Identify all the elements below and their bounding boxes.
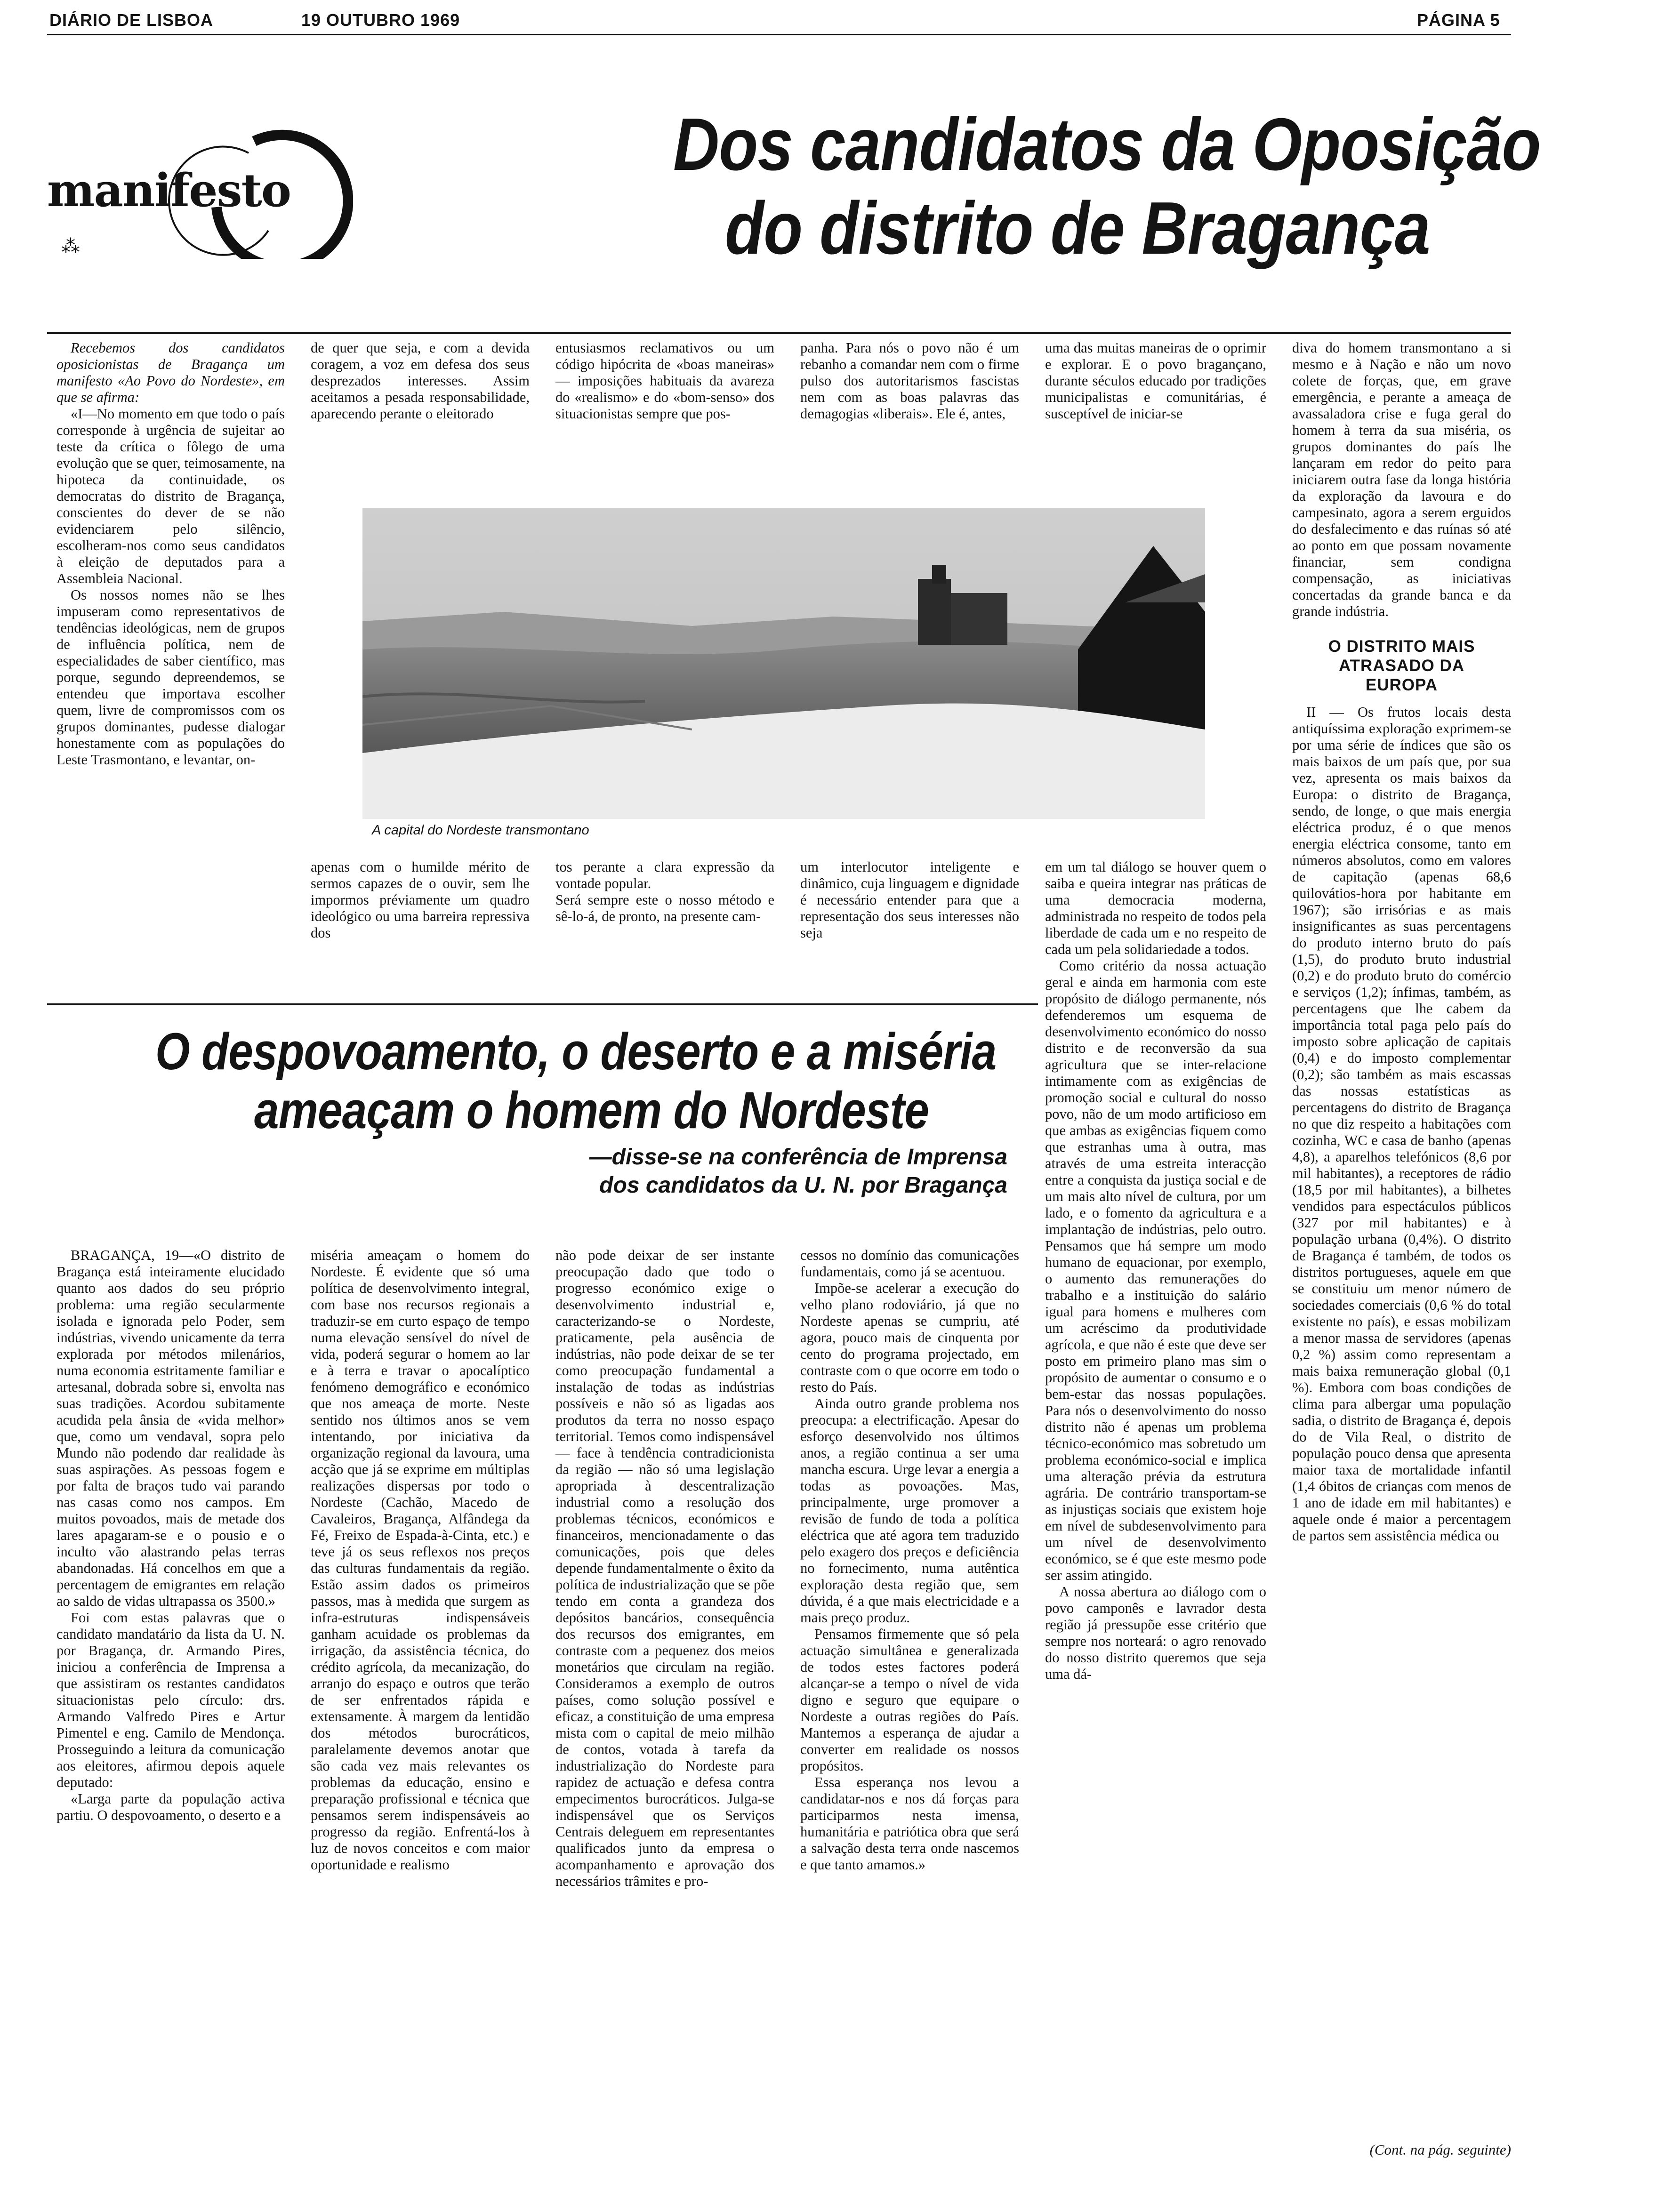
article1-column-2-bottom: apenas com o humilde mérito de sermos capazes de o ouvir, sem lhe impormos préviamente um quadro ideológico ou uma barreira repressiva dos: [311, 859, 530, 941]
article-divider-rule: [47, 1003, 1038, 1005]
article1-column-3-bottom: tos perante a clara expressão da vontade popular. Será sempre este o nosso método e sê-lo-á, de pronto, na presente cam-: [555, 859, 774, 924]
decorative-mark-icon: ⁂: [61, 236, 80, 257]
article1-column-4-top: panha. Para nós o povo não é um rebanho a comandar nem com o firme pulso dos autoritarismos fascistas nem com as boas palavras das demagogias «liberais». Ele é, antes,: [800, 340, 1019, 422]
article2-deck-line2: dos candidatos da U. N. por Bragança: [599, 1173, 1007, 1198]
article1-column-2-top: de quer que seja, e com a devida coragem, a voz em defesa dos seus desprezados interesses. Assim aceitamos a pesada responsabilidade, aparecendo perante o eleitorado: [311, 340, 530, 422]
article1-top-rule: [47, 332, 1511, 334]
article1-headline-line2: do distrito de Bragança: [725, 187, 1430, 270]
photo-landscape-image: [362, 508, 1205, 819]
photo-braganca: [362, 508, 1205, 819]
article2-lead-paragraph: BRAGANÇA, 19—«O distrito de Bragança está inteiramente elucidado quanto aos dados do seu próprio problema: uma região secularmente isolada e ignorada pelo Poder, sem indústrias, vivendo unicamente da terra explorada por métodos milenários, numa economia estritamente familiar e artesanal, dobrada sobre si, envolta nas suas tradições. Acordou subitamente acudida pela ânsia de «vida melhor» que, como um vendaval, sopra pelo Mundo não podendo dar realidade às suas aspirações. As pessoas fogem e por falta de braços tudo vai parando nas casas como nos campos. Em muitos povoados, mais de metade dos lares apagaram-se e o pousio e o inculto vão alastrando pelas terras abandonadas. Há concelhos em que a percentagem de emigrantes em relação ao saldo de vidas ultrapassa os 3500.»: [56, 1247, 285, 1609]
manifesto-wordmark: manifesto: [47, 164, 290, 217]
article1-headline-line1: Dos candidatos da Oposição: [673, 103, 1541, 186]
article1-subhead: O DISTRITO MAIS ATRASADO DA EUROPA: [1328, 637, 1475, 694]
article1-column-3-top: entusiasmos reclamativos ou um código hipócrita de «boas maneiras» — imposições habituais da avareza do «realismo» e do «bom-senso» dos situacionistas sempre que pos-: [555, 340, 774, 422]
article2-deck-line1: —disse-se na conferência de Imprensa: [589, 1145, 1007, 1170]
article1-column-6: diva do homem transmontano a si mesmo e à Nação e não um novo colete de forças, que, em grave emergência, e perante a ameaça de avassaladora crise e fuga geral do homem à terra da sua miséria, os grupos dominantes do país lhe lançaram em redor do peito para iniciarem outra fase da longa história da exploração da lavoura e do campesinato, agora a serem erguidos do desfalecimento e das ruínas só até ao ponto em que possam novamente financiar, sem condigna compensação, as iniciativas concertadas da grande banca e da grande indústria. O DISTRITO MAIS ATRASADO DA EUROPA II — Os frutos locais desta antiquíssima exploração exprimem-se por uma série de índices que são os mais baixos de um país que, por sua vez, apresenta os mais baixos da Europa: o distrito de Bragança, sendo, de longe, o que mais energia eléctrica produz, é o que menos energia eléctrica consome, tanto em números absolutos, como em valores de capitação (apenas 68,6 quilovátios-hora por habitante em 1967); são irrisórias e as mais insignificantes as suas percentagens do produto interno bruto do país (1,5), do produto bruto industrial (0,2) e do produto bruto do comércio e serviços (1,2); ínfimas, também, as percentagens que lhe cabem da importância total paga pelo país do imposto sobre aplicação de capitais (0,4) e do imposto complementar (0,2); são também as mais escassas das nossas estatísticas as percentagens do distrito de Bragança no que diz respeito a habitações com cozinha, WC e casa de banho (apenas 4,8), a aparelhos telefónicos (8,6 por mil habitantes), a receptores de rádio (18,5 por mil habitantes), a bilhetes vendidos para espectáculos públicos (327 por mil habitantes) e à população urbana (0,4%). O distrito de Bragança é também, de todos os distritos portugueses, aquele em que se constituiu um menor número de sociedades comerciais (0,6 % do total existente no país), e essas mobilizam a menor massa de servidores (apenas 0,2 %) assim como representam a mais baixa remuneração global (0,1 %). Embora com boas condições de clima para albergar uma população sadia, o distrito de Bragança é, depois do de Vila Real, o distrito de população pouco densa que apresenta maior taxa de mortalidade infantil (1,4 óbitos de crianças com menos de 1 ano de idade em mil habitantes) e aquele onde é maior a percentagem de partos sem assistência médica ou: [1292, 340, 1511, 1544]
article1-intro: Recebemos dos candidatos oposicionistas de Bragança um manifesto «Ao Povo do Nordeste», em que se afirma:: [56, 340, 285, 405]
article2-column-2: miséria ameaçam o homem do Nordeste. É evidente que só uma política de desenvolvimento integral, com base nos recursos regionais a traduzir-se em curto espaço de tempo numa elevação sensível do nível de vida, poderá segurar o homem ao lar e à terra e travar o apocalíptico fenómeno demográfico e económico que nos ameaça de morte. Neste sentido nos últimos anos se vem intentando, por iniciativa da organização regional da lavoura, uma acção que já se exprime em múltiplas realizações dispersas por todo o Nordeste (Cachão, Macedo de Cavaleiros, Bragança, Alfândega da Fé, Freixo de Espada-à-Cinta, etc.) e teve já os seus reflexos nos preços das culturas fundamentais da região. Estão assim dados os primeiros passos, mas à medida que surgem as infra-estruturas indispensáveis ganham acuidade os problemas da irrigação, da assistência técnica, do crédito agrícola, da mecanização, do arranjo do espaço e outros que terão de ser enfrentados rápida e extensamente. À margem da lentidão dos métodos burocráticos, paralelamente devemos anotar que são cada vez mais relevantes os problemas da educação, ensino e preparação profissional e técnica que pensamos serem indispensáveis ao progresso da região. Enfrentá-los à luz de novos conceitos e com maior oportunidade e realismo: [311, 1247, 530, 1873]
article1-col1-paragraph: Os nossos nomes não se lhes impuseram como representativos de tendências ideológicas, nem de grupos de influência política, nem de especialidades de saber científico, mas porque, segundo depreendemos, se entendeu que importava escolher quem, livre de compromissos com os grupos dominantes, pudesse dialogar honestamente com as populações do Leste Trasmontano, e levantar, on-: [56, 587, 285, 768]
article2-column-4: cessos no domínio das comunicações fundamentais, como já se acentuou. Impõe-se acelerar a execução do velho plano rodoviário, já que no Nordeste apenas se cumpriu, até agora, pouco mais de cinquenta por cento do programa projectado, em contraste com o que ocorre em todo o resto do País. Ainda outro grande problema nos preocupa: a electrificação. Apesar do esforço desenvolvido nos últimos anos, a região continua a ser uma mancha escura. Urge levar a energia a todas as povoações. Mas, principalmente, urge promover a revisão de fundo de toda a política eléctrica que até agora tem traduzido pelo exagero dos preços e deficiência no fornecimento, numa autêntica exploração desta região que, sem dúvida, é a que mais electricidade e a mais preço produz. Pensamos firmemente que só pela actuação simultânea e generalizada de todos estes factores poderá alcançar-se a tempo o nível de vida digno e seguro que equipare o Nordeste a outras regiões do País. Mantemos a esperança de ajudar a converter em realidade os nossos propósitos. Essa esperança nos levou a candidatar-nos e nos dá forças para participarmos nesta imensa, humanitária e patriótica obra que será a salvação desta terra onde nascemos e que tanto amamos.»: [800, 1247, 1019, 1873]
article2-headline-line1: O despovoamento, o deserto e a miséria: [155, 1023, 997, 1081]
continued-note: (Cont. na pág. seguinte): [1369, 2141, 1511, 2158]
article1-column-1: [56, 340, 285, 999]
masthead-paper: DIÁRIO DE LISBOA: [49, 10, 214, 30]
masthead-rule: [47, 34, 1511, 35]
article2-headline-line2: ameaçam o homem do Nordeste: [254, 1082, 929, 1139]
manifesto-logo: [47, 108, 353, 259]
photo-caption: A capital do Nordeste transmontano: [372, 823, 589, 838]
masthead-date: 19 OUTUBRO 1969: [301, 10, 460, 30]
article2-column-3: não pode deixar de ser instante preocupação dado que todo o progresso económico exige o desenvolvimento industrial e, caracterizando-se o Nordeste, praticamente, pela ausência de indústrias, não pode deixar de se ter como preocupação fundamental a instalação de todas as indústrias possíveis e não só as ligadas aos produtos da terra no nosso espaço territorial. Temos como indispensável — face à tendência contradicionista da região — não só uma legislação apropriada à descentralização industrial como a resolução dos problemas técnicos, económicos e financeiros, mencionadamente o das comunicações, pois que deles depende fundamentalmente o êxito da política de industrialização que se põe tendo em conta a grandeza dos depósitos bancários, consequência dos recursos dos emigrantes, em contraste com a pequenez dos meios monetários que circulam na região. Consideramos a exemplo de outros países, como solução possível e eficaz, a constituição de uma empresa mista com o capital de meio milhão de contos, votada à tarefa da industrialização do Nordeste para rapidez de actuação e defesa contra empecimentos burocráticos. Julga-se indispensável que os Serviços Centrais deleguem em representantes qualificados junto da empresa o acompanhamento e aprovação dos necessários trâmites e pro-: [555, 1247, 774, 1889]
article1-column-4-bottom: um interlocutor inteligente e dinâmico, cuja linguagem e dignidade é necessário entender para que a representação dos seus interesses não seja: [800, 859, 1019, 941]
masthead-page: PÁGINA 5: [1417, 10, 1500, 30]
article1-col1-paragraph: «I—No momento em que todo o país corresponde à urgência de sujeitar ao teste da crítica o fôlego de uma evolução que se quer, teimosamente, na hipoteca da continuidade, os democratas do distrito de Bragança, conscientes do dever de se não evidenciarem pelo silêncio, escolheram-nos como seus candidatos à eleição de deputados para a Assembleia Nacional.: [56, 406, 285, 586]
article2-column-1: BRAGANÇA, 19—«O distrito de Bragança está inteiramente elucidado quanto aos dados do seu próprio problema: uma região secularmente isolada e ignorada pelo Poder, sem indústrias, vivendo unicamente da terra explorada por métodos milenários, numa economia estritamente familiar e artesanal, dobrada sobre si, envolta nas suas tradições. Acordou subitamente acudida pela ânsia de «vida melhor» que, como um vendaval, sopra pelo Mundo não podendo dar realidade às suas aspirações. As pessoas fogem e por falta de braços tudo vai parando nas casas como nos campos. Em muitos povoados, mais de metade dos lares apagaram-se e o pousio e o inculto vão alastrando pelas terras abandonadas. Há concelhos em que a percentagem de emigrantes em relação ao saldo de vidas ultrapassa os 3500.» Foi com estas palavras que o candidato mandatário da lista da U. N. por Bragança, dr. Armando Pires, iniciou a conferência de Imprensa a que assistiram os restantes candidatos situacionistas pelo círculo: drs. Armando Valfredo Pires e Artur Pimentel e eng. Camilo de Mendonça. Prosseguindo a leitura da comunicação aos eleitores, afirmou depois aquele deputado: «Larga parte da população activa partiu. O despovoamento, o deserto e a: [56, 1247, 285, 1823]
article1-column-5-bottom: em um tal diálogo se houver quem o saiba e queira integrar nas práticas de uma democracia moderna, administrada no respeito de todos pela liberdade de cada um e no respeito de cada um pela solidariedade a todos. Como critério da nossa actuação geral e ainda em harmonia com este propósito de diálogo permanente, nós defenderemos um esquema de desenvolvimento económico do nosso distrito e de reconversão da sua agricultura que se inter-relacione intimamente com as exigências de promoção social e cultural do nosso povo, não de um modo artificioso em que ambas as exigências fiquem como que estranhas uma à outra, mas através de uma estreita interacção entre a conquista da justiça social e de um mais alto nível de cultura, por um lado, e o fomento da agricultura e a implantação de indústrias, pelo outro. Pensamos que há sempre um modo humano de equacionar, por exemplo, o aumento das remunerações do trabalho e a instituição do salário igual para homens e mulheres com um acréscimo da produtividade agrícola, e que não é este que deve ser posto em primeiro plano mas sim o propósito de aumentar o consumo e o bem-estar das nossas populações. Para nós o desenvolvimento do nosso distrito não é apenas um problema técnico-económico mas sobretudo um problema económico-social e implica uma alteração prévia da estrutura agrária. De contrário transportam-se as injustiças sociais que existem hoje em nível de subdesenvolvimento para um nível de desenvolvimento económico, se é que este mesmo pode ser assim atingido. A nossa abertura ao diálogo com o povo camponês e lavrador desta região já pressupõe esse critério que sempre nos norteará: o agro renovado do nosso distrito queremos que seja uma dá-: [1045, 859, 1266, 1682]
article1-column-5-top: uma das muitas maneiras de o oprimir e explorar. E o povo bragançano, durante séculos educado por tradições municipalistas e comunitárias, é susceptível de iniciar-se: [1045, 340, 1266, 422]
